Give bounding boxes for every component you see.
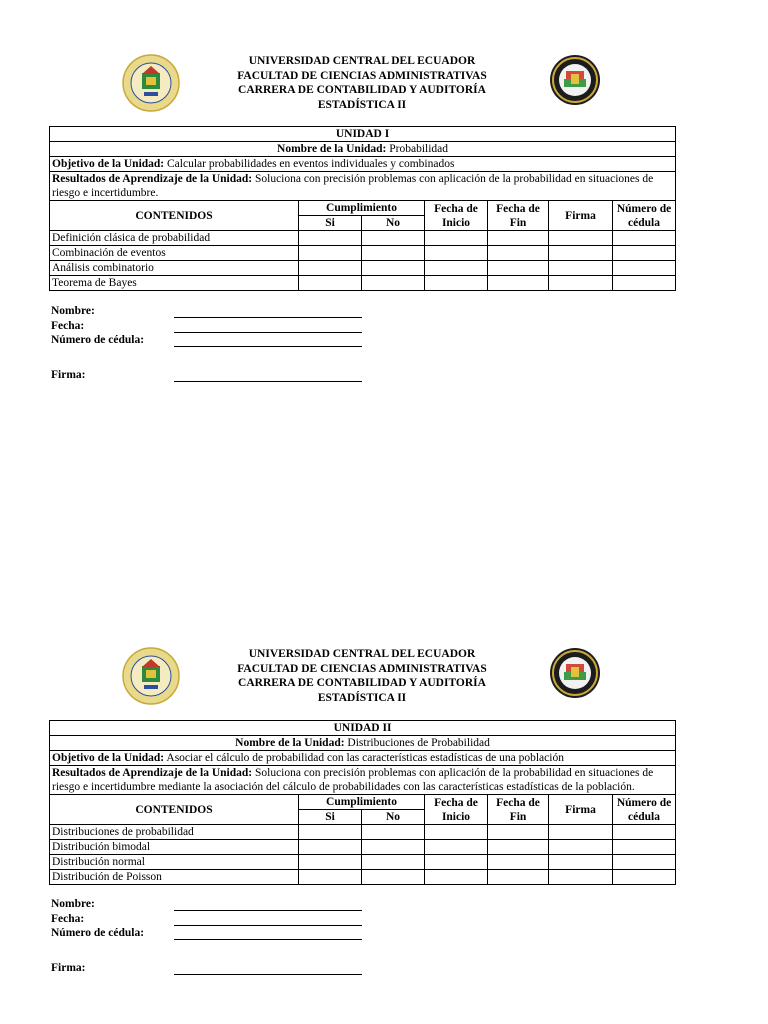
- form-row-fecha: [51, 320, 144, 335]
- no-cell[interactable]: [362, 276, 425, 291]
- table-row: [50, 276, 676, 291]
- content-item: Análisis combinatorio: [50, 261, 299, 276]
- id-cell[interactable]: [613, 231, 676, 246]
- firma-line[interactable]: [174, 974, 362, 975]
- si-cell[interactable]: [299, 231, 362, 246]
- table-row: [50, 825, 676, 840]
- firma-line[interactable]: [174, 381, 362, 382]
- fecha-label: Fecha:: [51, 319, 85, 332]
- nombre-line[interactable]: [174, 910, 362, 911]
- table-row: [50, 261, 676, 276]
- col-si: Si: [299, 810, 362, 825]
- unit-title: UNIDAD I: [50, 127, 676, 142]
- id-cell[interactable]: [613, 261, 676, 276]
- signature-cell[interactable]: [549, 231, 613, 246]
- start-date-cell[interactable]: [425, 870, 488, 885]
- start-date-cell[interactable]: [425, 855, 488, 870]
- cedula-line[interactable]: [174, 346, 362, 347]
- id-cell[interactable]: [613, 825, 676, 840]
- start-date-cell[interactable]: [425, 276, 488, 291]
- unit-name-cell: [50, 142, 676, 157]
- signature-cell[interactable]: [549, 855, 613, 870]
- id-cell[interactable]: [613, 246, 676, 261]
- col-cumplimiento: Cumplimiento: [299, 201, 425, 216]
- si-cell[interactable]: [299, 840, 362, 855]
- cedula-label: Número de cédula:: [51, 334, 145, 346]
- results-label: Resultados de Aprendizaje de la Unidad:: [52, 767, 253, 779]
- faculty-seal-icon: [549, 54, 601, 106]
- no-cell[interactable]: [362, 870, 425, 885]
- cedula-label: Número de cédula:: [51, 927, 145, 939]
- end-date-cell[interactable]: [488, 231, 549, 246]
- col-contenidos: CONTENIDOS: [50, 795, 299, 825]
- content-item: Definición clásica de probabilidad: [50, 231, 299, 246]
- col-firma: Firma: [549, 201, 613, 231]
- end-date-cell[interactable]: [488, 855, 549, 870]
- table-row: [50, 870, 676, 885]
- col-fecha-inicio: Fecha de Inicio: [425, 201, 488, 231]
- university-name: UNIVERSIDAD CENTRAL DEL ECUADOR: [248, 648, 476, 660]
- form-row-cedula: [51, 927, 144, 942]
- learning-results-cell: [50, 766, 676, 795]
- career-name: CARRERA DE CONTABILIDAD Y AUDITORÍA: [238, 677, 486, 689]
- form-row-nombre: [51, 898, 144, 913]
- header-titles: [200, 647, 524, 705]
- content-item: Distribución bimodal: [50, 840, 299, 855]
- document-header: [0, 647, 768, 717]
- signature-cell[interactable]: [549, 246, 613, 261]
- university-seal-icon: [122, 54, 180, 112]
- form-row-firma: [51, 962, 144, 977]
- results-value: Soluciona con precisión problemas con aplicación de la probabilidad en situaciones de riesgo e incertidumbre.: [52, 173, 654, 199]
- si-cell[interactable]: [299, 870, 362, 885]
- table-row: [50, 840, 676, 855]
- start-date-cell[interactable]: [425, 261, 488, 276]
- si-cell[interactable]: [299, 276, 362, 291]
- no-cell[interactable]: [362, 246, 425, 261]
- id-cell[interactable]: [613, 870, 676, 885]
- nombre-label: Nombre:: [51, 898, 95, 910]
- unit-title: UNIDAD II: [50, 721, 676, 736]
- content-item: Distribución de Poisson: [50, 870, 299, 885]
- end-date-cell[interactable]: [488, 261, 549, 276]
- results-label: Resultados de Aprendizaje de la Unidad:: [52, 173, 253, 185]
- col-cedula: Número de cédula: [613, 201, 676, 231]
- form-row-nombre: [51, 305, 144, 320]
- nombre-label: Nombre:: [51, 305, 95, 317]
- unit-name-cell: [50, 736, 676, 751]
- col-no: No: [362, 216, 425, 231]
- document-header: [0, 54, 768, 124]
- end-date-cell[interactable]: [488, 825, 549, 840]
- unit-name-value: Distribuciones de Probabilidad: [347, 737, 490, 749]
- signature-cell[interactable]: [549, 261, 613, 276]
- form-row-cedula: [51, 334, 144, 349]
- firma-label: Firma:: [51, 368, 86, 381]
- si-cell[interactable]: [299, 825, 362, 840]
- id-cell[interactable]: [613, 840, 676, 855]
- start-date-cell[interactable]: [425, 840, 488, 855]
- id-cell[interactable]: [613, 276, 676, 291]
- col-fecha-fin: Fecha de Fin: [488, 201, 549, 231]
- signature-cell[interactable]: [549, 825, 613, 840]
- end-date-cell[interactable]: [488, 276, 549, 291]
- end-date-cell[interactable]: [488, 870, 549, 885]
- table-row: [50, 231, 676, 246]
- content-item: Combinación de eventos: [50, 246, 299, 261]
- unit-name-value: Probabilidad: [389, 143, 449, 155]
- objective-value: Asociar el cálculo de probabilidad con las características estadísticas de una población: [166, 752, 564, 764]
- unit-table: [49, 720, 676, 885]
- career-name: CARRERA DE CONTABILIDAD Y AUDITORÍA: [238, 84, 486, 96]
- university-seal-icon: [122, 647, 180, 705]
- header-titles: [200, 54, 524, 112]
- signature-form: [51, 305, 144, 383]
- signature-cell[interactable]: [549, 276, 613, 291]
- objective-value: Calcular probabilidades en eventos individuales y combinados: [167, 158, 455, 170]
- end-date-cell[interactable]: [488, 246, 549, 261]
- faculty-name: FACULTAD DE CIENCIAS ADMINISTRATIVAS: [237, 69, 487, 82]
- id-cell[interactable]: [613, 855, 676, 870]
- unit-name-label: Nombre de la Unidad:: [277, 143, 387, 155]
- table-row: [50, 855, 676, 870]
- end-date-cell[interactable]: [488, 840, 549, 855]
- university-name: UNIVERSIDAD CENTRAL DEL ECUADOR: [248, 55, 476, 67]
- course-name: ESTADÍSTICA II: [317, 98, 407, 111]
- unit-section-1: [0, 54, 768, 124]
- content-item: Teorema de Bayes: [50, 276, 299, 291]
- objective-label: Objetivo de la Unidad:: [52, 752, 165, 764]
- no-cell[interactable]: [362, 261, 425, 276]
- content-item: Distribuciones de probabilidad: [50, 825, 299, 840]
- signature-form: [51, 898, 144, 976]
- start-date-cell[interactable]: [425, 231, 488, 246]
- signature-cell[interactable]: [549, 870, 613, 885]
- no-cell[interactable]: [362, 231, 425, 246]
- si-cell[interactable]: [299, 855, 362, 870]
- results-value: Soluciona con precisión problemas con aplicación de la probabilidad en situaciones de riesgo e incertidumbre mediante la asociación del cálculo de probabilidades con las características estadísticas de la población.: [52, 767, 654, 793]
- unit-objective-cell: [50, 157, 676, 172]
- no-cell[interactable]: [362, 840, 425, 855]
- faculty-name: FACULTAD DE CIENCIAS ADMINISTRATIVAS: [237, 662, 487, 675]
- col-fecha-inicio: Fecha de Inicio: [425, 795, 488, 825]
- col-firma: Firma: [549, 795, 613, 825]
- col-cumplimiento: Cumplimiento: [299, 795, 425, 810]
- form-row-firma: [51, 369, 144, 384]
- faculty-seal-icon: [549, 647, 601, 699]
- no-cell[interactable]: [362, 855, 425, 870]
- course-name: ESTADÍSTICA II: [317, 691, 407, 704]
- start-date-cell[interactable]: [425, 246, 488, 261]
- col-si: Si: [299, 216, 362, 231]
- learning-results-cell: [50, 172, 676, 201]
- cedula-line[interactable]: [174, 939, 362, 940]
- fecha-line[interactable]: [174, 332, 362, 333]
- nombre-line[interactable]: [174, 317, 362, 318]
- fecha-line[interactable]: [174, 925, 362, 926]
- col-contenidos: CONTENIDOS: [50, 201, 299, 231]
- form-row-fecha: [51, 913, 144, 928]
- unit-objective-cell: [50, 751, 676, 766]
- si-cell[interactable]: [299, 261, 362, 276]
- firma-label: Firma:: [51, 961, 86, 974]
- col-no: No: [362, 810, 425, 825]
- fecha-label: Fecha:: [51, 912, 85, 925]
- objective-label: Objetivo de la Unidad:: [52, 158, 165, 170]
- table-row: [50, 246, 676, 261]
- unit-section-2: [0, 647, 768, 717]
- start-date-cell[interactable]: [425, 825, 488, 840]
- content-item: Distribución normal: [50, 855, 299, 870]
- si-cell[interactable]: [299, 246, 362, 261]
- unit-table: [49, 126, 676, 291]
- signature-cell[interactable]: [549, 840, 613, 855]
- no-cell[interactable]: [362, 825, 425, 840]
- col-fecha-fin: Fecha de Fin: [488, 795, 549, 825]
- unit-name-label: Nombre de la Unidad:: [235, 737, 345, 749]
- col-cedula: Número de cédula: [613, 795, 676, 825]
